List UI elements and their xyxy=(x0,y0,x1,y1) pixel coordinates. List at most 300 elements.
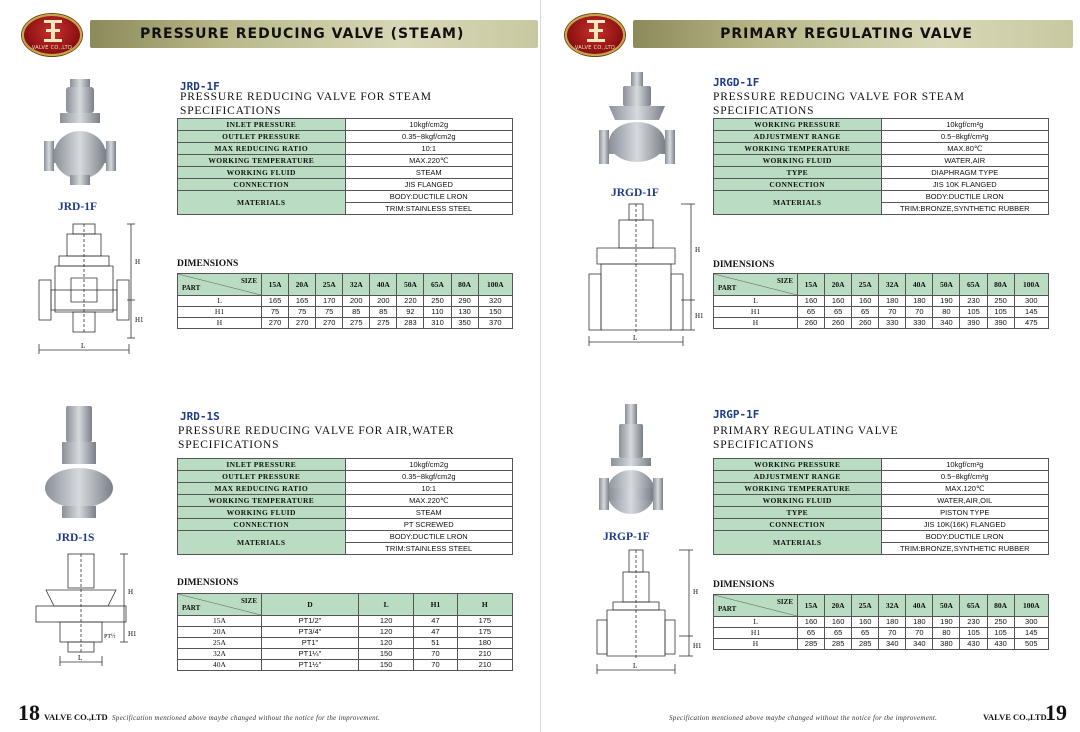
dims-header-row xyxy=(714,595,1049,617)
spec-row xyxy=(178,531,513,543)
size-header: 25A xyxy=(852,595,879,617)
spec-row xyxy=(178,155,513,167)
value-cell: 150 xyxy=(478,307,512,318)
value-cell: 230 xyxy=(960,296,987,307)
value-cell: 270 xyxy=(316,318,343,329)
spec-value: PISTON TYPE xyxy=(881,507,1049,519)
product-title xyxy=(713,424,898,452)
value-cell: 200 xyxy=(370,296,397,307)
part-cell: H1 xyxy=(714,307,798,318)
part-cell: L xyxy=(714,296,798,307)
product-subtitle-line: SPECIFICATIONS xyxy=(713,105,815,117)
value-cell: 275 xyxy=(370,318,397,329)
value-cell: 145 xyxy=(1014,628,1048,639)
right-page xyxy=(540,0,1080,732)
spec-key: WORKING FLUID xyxy=(178,507,346,519)
spec-value: PT SCREWED xyxy=(345,519,513,531)
spec-key: MATERIALS xyxy=(714,191,882,215)
size-header: 40A xyxy=(906,274,933,296)
company-logo xyxy=(22,14,82,56)
spec-table-jrd-1s xyxy=(177,458,513,555)
spec-key: WORKING TEMPERATURE xyxy=(714,483,882,495)
spec-value: JIS 10K(16K) FLANGED xyxy=(881,519,1049,531)
value-cell: 65 xyxy=(852,628,879,639)
model-id: JRGP-1F xyxy=(713,408,760,421)
dims-row xyxy=(714,307,1049,318)
value-cell: 330 xyxy=(879,318,906,329)
page-title: PRIMARY REGULATING VALVE xyxy=(720,26,973,42)
dims-header-row xyxy=(178,594,513,616)
drawing-label-l: L xyxy=(633,334,638,342)
value-cell: 430 xyxy=(987,639,1014,650)
valve-photo-jrd-1s xyxy=(42,402,116,524)
spec-row xyxy=(178,471,513,483)
value-cell: 150 xyxy=(358,660,413,671)
size-cell: 40A xyxy=(178,660,262,671)
spec-value: 0.5~8kgf/cm²g xyxy=(881,471,1049,483)
product-subtitle-line: SPECIFICATIONS xyxy=(713,439,815,451)
size-header: 65A xyxy=(960,595,987,617)
value-cell: 283 xyxy=(397,318,424,329)
value-cell: PT1" xyxy=(262,638,359,649)
value-cell: 380 xyxy=(933,639,960,650)
spec-key: WORKING FLUID xyxy=(178,167,346,179)
part-cell: H xyxy=(714,639,798,650)
size-header: 25A xyxy=(852,274,879,296)
figure-label: JRGD-1F xyxy=(611,187,659,199)
value-cell: 65 xyxy=(852,307,879,318)
dims-corner-header xyxy=(178,274,262,296)
value-cell: 190 xyxy=(933,296,960,307)
value-cell: 270 xyxy=(289,318,316,329)
header-band xyxy=(633,20,1073,48)
footer-note: Specification mentioned above maybe changed without the notice for the improvement. xyxy=(112,714,381,722)
value-cell: 175 xyxy=(457,627,512,638)
value-cell: 180 xyxy=(457,638,512,649)
value-cell: 47 xyxy=(414,627,457,638)
part-label: PART xyxy=(182,604,201,612)
dimensions-label: DIMENSIONS xyxy=(713,580,775,590)
spec-row xyxy=(714,155,1049,167)
drawing-label-l: L xyxy=(81,342,86,350)
value-cell: PT1/2" xyxy=(262,616,359,627)
value-cell: 330 xyxy=(906,318,933,329)
valve-photo-jrgd-1f xyxy=(597,70,677,182)
spec-key: MATERIALS xyxy=(178,531,346,555)
spec-value: BODY:DUCTILE LRON xyxy=(881,191,1049,203)
value-cell: 110 xyxy=(424,307,451,318)
part-label: PART xyxy=(718,605,737,613)
part-label: PART xyxy=(182,284,201,292)
size-header: 15A xyxy=(798,595,825,617)
spec-value: BODY:DUCTILE LRON xyxy=(345,531,513,543)
dims-row xyxy=(178,649,513,660)
value-cell: 145 xyxy=(1014,307,1048,318)
value-cell: 270 xyxy=(262,318,289,329)
spec-value: 10:1 xyxy=(345,143,513,155)
value-cell: 160 xyxy=(825,296,852,307)
dims-header-row xyxy=(714,274,1049,296)
drawing-label-h: H xyxy=(128,588,134,596)
spec-row xyxy=(178,131,513,143)
product-title-line: PRIMARY REGULATING VALVE xyxy=(713,425,899,437)
spec-row xyxy=(714,471,1049,483)
value-cell: 120 xyxy=(358,616,413,627)
value-cell: 290 xyxy=(451,296,478,307)
size-header: 20A xyxy=(825,595,852,617)
product-subtitle-line: SPECIFICATIONS xyxy=(178,439,280,451)
value-cell: 92 xyxy=(397,307,424,318)
value-cell: 285 xyxy=(798,639,825,650)
product-title xyxy=(180,90,432,118)
spec-key: WORKING TEMPERATURE xyxy=(714,143,882,155)
spec-value: BODY:DUCTILE LRON xyxy=(881,531,1049,543)
drawing-label-h: H xyxy=(693,588,699,596)
part-cell: H xyxy=(714,318,798,329)
size-header: 65A xyxy=(424,274,451,296)
spec-key: MATERIALS xyxy=(714,531,882,555)
logo-mark-icon xyxy=(587,20,605,42)
value-cell: 160 xyxy=(798,296,825,307)
dims-row xyxy=(714,617,1049,628)
size-header: 20A xyxy=(825,274,852,296)
spec-key: WORKING PRESSURE xyxy=(714,119,882,131)
spec-key: CONNECTION xyxy=(714,179,882,191)
value-cell: 80 xyxy=(933,307,960,318)
spec-row xyxy=(178,483,513,495)
figure-label: JRGP-1F xyxy=(603,531,650,543)
footer-company: VALVE CO.,LTD xyxy=(983,712,1047,722)
dims-row xyxy=(178,296,513,307)
value-cell: 75 xyxy=(262,307,289,318)
value-cell: PT3/4" xyxy=(262,627,359,638)
spec-key: ADJUSTMENT RANGE xyxy=(714,471,882,483)
value-cell: 370 xyxy=(478,318,512,329)
value-cell: 165 xyxy=(262,296,289,307)
logo-mark-icon xyxy=(44,20,62,42)
value-cell: 285 xyxy=(852,639,879,650)
size-cell: 25A xyxy=(178,638,262,649)
spec-key: WORKING PRESSURE xyxy=(714,459,882,471)
spec-row xyxy=(714,495,1049,507)
spec-value: WATER,AIR,OIL xyxy=(881,495,1049,507)
spec-value: JIS FLANGED xyxy=(345,179,513,191)
model-id: JRD-1F xyxy=(180,80,220,93)
spec-value: TRIM:BRONZE,SYNTHETIC RUBBER xyxy=(881,543,1049,555)
spec-key: MAX REDUCING RATIO xyxy=(178,483,346,495)
page-title: PRESSURE REDUCING VALVE (STEAM) xyxy=(140,26,465,42)
size-header: 40A xyxy=(370,274,397,296)
column-header: D xyxy=(262,594,359,616)
size-header: 80A xyxy=(987,274,1014,296)
spec-value: DIAPHRAGM TYPE xyxy=(881,167,1049,179)
size-header: 32A xyxy=(879,274,906,296)
dimension-table-jrd-1s xyxy=(177,593,513,671)
size-header: 100A xyxy=(1014,595,1048,617)
value-cell: 120 xyxy=(358,627,413,638)
value-cell: 250 xyxy=(987,296,1014,307)
spec-value: MAX.80℃ xyxy=(881,143,1049,155)
spec-row xyxy=(178,459,513,471)
value-cell: 250 xyxy=(987,617,1014,628)
part-cell: L xyxy=(178,296,262,307)
size-header: 50A xyxy=(933,595,960,617)
spec-row xyxy=(714,507,1049,519)
value-cell: 340 xyxy=(933,318,960,329)
drawing-label-h1: H1 xyxy=(128,630,137,638)
value-cell: 260 xyxy=(825,318,852,329)
size-cell: 15A xyxy=(178,616,262,627)
dimension-table-jrgp-1f xyxy=(713,594,1049,650)
size-header: 100A xyxy=(1014,274,1048,296)
value-cell: 170 xyxy=(316,296,343,307)
size-header: 32A xyxy=(879,595,906,617)
value-cell: 310 xyxy=(424,318,451,329)
size-header: 50A xyxy=(397,274,424,296)
model-id: JRGD-1F xyxy=(713,76,760,89)
spec-value: MAX.120℃ xyxy=(881,483,1049,495)
product-title xyxy=(713,90,965,118)
part-cell: L xyxy=(714,617,798,628)
spec-key: ADJUSTMENT RANGE xyxy=(714,131,882,143)
spec-key: WORKING FLUID xyxy=(714,495,882,507)
value-cell: 230 xyxy=(960,617,987,628)
dims-row xyxy=(178,627,513,638)
spec-value: BODY:DUCTILE LRON xyxy=(345,191,513,203)
size-header: 80A xyxy=(987,595,1014,617)
spec-row xyxy=(178,179,513,191)
spec-row xyxy=(714,483,1049,495)
value-cell: 165 xyxy=(289,296,316,307)
spec-row xyxy=(178,167,513,179)
drawing-label-pt: PT½ xyxy=(104,634,116,640)
dims-row xyxy=(714,628,1049,639)
value-cell: 70 xyxy=(879,307,906,318)
value-cell: 210 xyxy=(457,660,512,671)
spec-row xyxy=(714,131,1049,143)
dimension-table-jrgd-1f xyxy=(713,273,1049,329)
value-cell: PT1½" xyxy=(262,660,359,671)
header-band xyxy=(90,20,538,48)
value-cell: 160 xyxy=(852,296,879,307)
drawing-label-h: H xyxy=(695,246,701,254)
dims-corner-header xyxy=(178,594,262,616)
valve-photo-jrd-1f xyxy=(40,75,120,195)
value-cell: 260 xyxy=(798,318,825,329)
part-cell: H1 xyxy=(714,628,798,639)
spec-value: MAX.220℃ xyxy=(345,495,513,507)
value-cell: 340 xyxy=(879,639,906,650)
figure-label: JRD-1S xyxy=(56,532,95,544)
value-cell: 160 xyxy=(798,617,825,628)
column-header: H xyxy=(457,594,512,616)
value-cell: PT1¼" xyxy=(262,649,359,660)
value-cell: 47 xyxy=(414,616,457,627)
value-cell: 390 xyxy=(987,318,1014,329)
logo-text: VALVE CO.,LTD xyxy=(31,45,73,51)
size-cell: 20A xyxy=(178,627,262,638)
figure-label: JRD-1F xyxy=(58,201,97,213)
spec-key: WORKING TEMPERATURE xyxy=(178,155,346,167)
value-cell: 51 xyxy=(414,638,457,649)
drawing-label-l: L xyxy=(78,654,83,662)
value-cell: 70 xyxy=(906,307,933,318)
value-cell: 70 xyxy=(414,649,457,660)
spec-row xyxy=(178,495,513,507)
spec-value: 10:1 xyxy=(345,483,513,495)
spec-value: JIS 10K FLANGED xyxy=(881,179,1049,191)
dims-row xyxy=(714,318,1049,329)
value-cell: 105 xyxy=(960,307,987,318)
logo-text: VALVE CO.,LTD xyxy=(574,45,616,51)
valve-drawing-jrgd-1f xyxy=(587,202,707,350)
value-cell: 475 xyxy=(1014,318,1048,329)
value-cell: 130 xyxy=(451,307,478,318)
value-cell: 70 xyxy=(879,628,906,639)
size-header: 100A xyxy=(478,274,512,296)
spec-key: TYPE xyxy=(714,507,882,519)
spec-row xyxy=(714,459,1049,471)
valve-drawing-jrd-1f xyxy=(35,218,145,358)
dims-row xyxy=(714,296,1049,307)
dims-row xyxy=(178,307,513,318)
spec-row xyxy=(178,191,513,203)
spec-key: MATERIALS xyxy=(178,191,346,215)
product-title-line: PRESSURE REDUCING VALVE FOR STEAM xyxy=(713,91,965,103)
dimensions-label: DIMENSIONS xyxy=(177,259,239,269)
spec-value: TRIM:BRONZE,SYNTHETIC RUBBER xyxy=(881,203,1049,215)
spec-value: STEAM xyxy=(345,507,513,519)
value-cell: 300 xyxy=(1014,617,1048,628)
drawing-label-h1: H1 xyxy=(135,316,144,324)
value-cell: 175 xyxy=(457,616,512,627)
value-cell: 85 xyxy=(370,307,397,318)
spec-key: OUTLET PRESSURE xyxy=(178,471,346,483)
spec-key: MAX REDUCING RATIO xyxy=(178,143,346,155)
size-header: 65A xyxy=(960,274,987,296)
spec-key: CONNECTION xyxy=(714,519,882,531)
spec-row xyxy=(714,179,1049,191)
spec-key: WORKING FLUID xyxy=(714,155,882,167)
spec-value: TRIM:STAINLESS STEEL xyxy=(345,203,513,215)
value-cell: 160 xyxy=(825,617,852,628)
value-cell: 65 xyxy=(798,628,825,639)
value-cell: 105 xyxy=(987,307,1014,318)
size-header: 15A xyxy=(798,274,825,296)
dims-row xyxy=(714,639,1049,650)
product-title-line: PRESSURE REDUCING VALVE FOR AIR,WATER xyxy=(178,425,455,437)
spec-row xyxy=(178,519,513,531)
dims-row xyxy=(178,638,513,649)
spec-row xyxy=(714,519,1049,531)
value-cell: 220 xyxy=(397,296,424,307)
size-header: 32A xyxy=(343,274,370,296)
value-cell: 285 xyxy=(825,639,852,650)
drawing-label-h: H xyxy=(135,258,141,266)
product-subtitle-line: SPECIFICATIONS xyxy=(180,105,282,117)
spec-key: INLET PRESSURE xyxy=(178,459,346,471)
page-number: 19 xyxy=(1045,700,1067,725)
size-header: 15A xyxy=(262,274,289,296)
product-title-line: PRESSURE REDUCING VALVE FOR STEAM xyxy=(180,91,432,103)
part-label: PART xyxy=(718,284,737,292)
spec-value: 10kgf/cm²g xyxy=(881,119,1049,131)
spec-row xyxy=(178,143,513,155)
value-cell: 80 xyxy=(933,628,960,639)
spec-row xyxy=(714,191,1049,203)
spec-key: WORKING TEMPERATURE xyxy=(178,495,346,507)
spec-row xyxy=(714,531,1049,543)
column-header: H1 xyxy=(414,594,457,616)
size-label: SIZE xyxy=(241,277,257,285)
value-cell: 505 xyxy=(1014,639,1048,650)
model-id: JRD-1S xyxy=(180,410,220,423)
size-label: SIZE xyxy=(777,277,793,285)
value-cell: 210 xyxy=(457,649,512,660)
value-cell: 260 xyxy=(852,318,879,329)
valve-photo-jrgp-1f xyxy=(597,402,667,526)
spec-key: OUTLET PRESSURE xyxy=(178,131,346,143)
value-cell: 65 xyxy=(825,307,852,318)
value-cell: 300 xyxy=(1014,296,1048,307)
value-cell: 200 xyxy=(343,296,370,307)
value-cell: 70 xyxy=(906,628,933,639)
size-header: 50A xyxy=(933,274,960,296)
value-cell: 430 xyxy=(960,639,987,650)
spec-row xyxy=(714,119,1049,131)
value-cell: 105 xyxy=(987,628,1014,639)
drawing-label-h1: H1 xyxy=(693,642,702,650)
spec-value: TRIM:STAINLESS STEEL xyxy=(345,543,513,555)
size-header: 25A xyxy=(316,274,343,296)
spec-value: 10kgf/cm2g xyxy=(345,459,513,471)
part-cell: H xyxy=(178,318,262,329)
size-header: 20A xyxy=(289,274,316,296)
value-cell: 65 xyxy=(825,628,852,639)
drawing-label-h1: H1 xyxy=(695,312,704,320)
dimension-table-jrd-1f xyxy=(177,273,513,329)
value-cell: 120 xyxy=(358,638,413,649)
value-cell: 190 xyxy=(933,617,960,628)
spec-value: STEAM xyxy=(345,167,513,179)
dims-corner-header xyxy=(714,595,798,617)
footer-note: Specification mentioned above maybe changed without the notice for the improvement. xyxy=(669,714,938,722)
spec-row xyxy=(714,143,1049,155)
spec-table-jrd-1f xyxy=(177,118,513,215)
spec-table-jrgp-1f xyxy=(713,458,1049,555)
spec-value: 10kgf/cm2g xyxy=(345,119,513,131)
dims-header-row xyxy=(178,274,513,296)
value-cell: 320 xyxy=(478,296,512,307)
dims-corner-header xyxy=(714,274,798,296)
dims-row xyxy=(178,660,513,671)
value-cell: 180 xyxy=(879,296,906,307)
spec-key: INLET PRESSURE xyxy=(178,119,346,131)
product-title xyxy=(178,424,454,452)
dimensions-label: DIMENSIONS xyxy=(713,260,775,270)
dims-row xyxy=(178,318,513,329)
value-cell: 150 xyxy=(358,649,413,660)
value-cell: 75 xyxy=(316,307,343,318)
value-cell: 390 xyxy=(960,318,987,329)
drawing-label-l: L xyxy=(633,662,638,670)
value-cell: 180 xyxy=(879,617,906,628)
valve-drawing-jrd-1s xyxy=(32,550,144,670)
value-cell: 350 xyxy=(451,318,478,329)
page-number: 18 xyxy=(18,700,40,725)
size-header: 80A xyxy=(451,274,478,296)
dims-row xyxy=(178,616,513,627)
